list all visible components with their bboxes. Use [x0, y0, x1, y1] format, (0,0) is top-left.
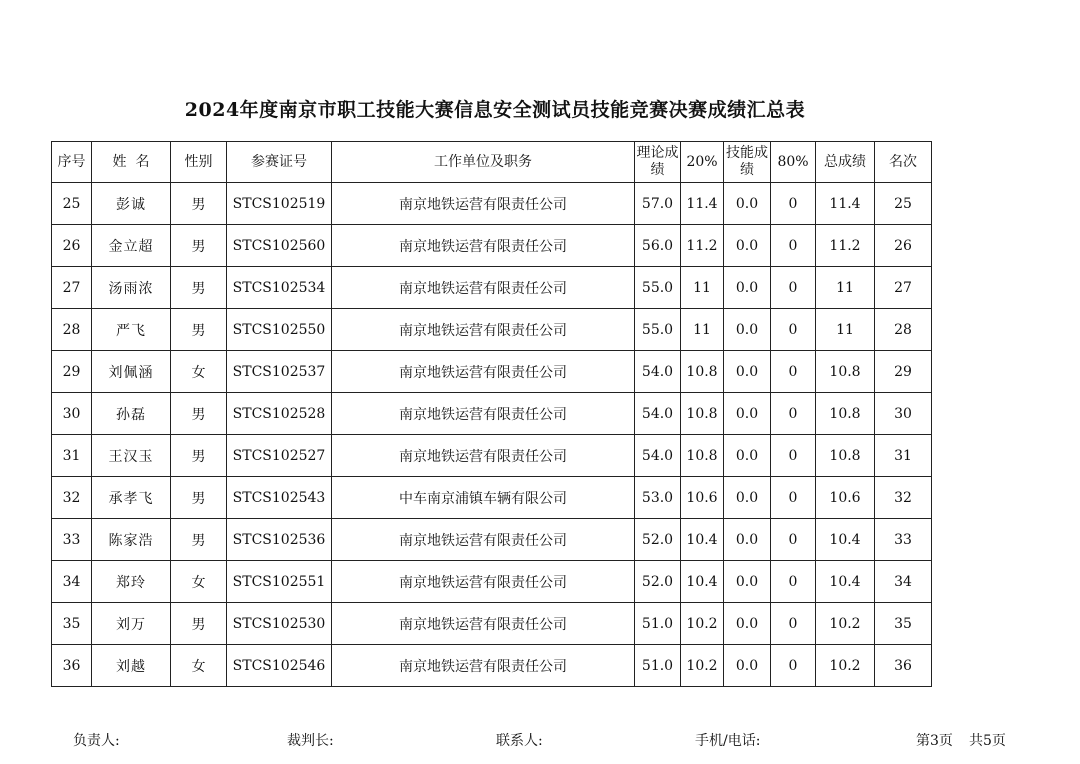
cell-gender: 男: [171, 267, 227, 309]
phone-label: 手机/电话:: [695, 733, 761, 749]
cell-total: 10.2: [816, 603, 875, 645]
cell-total: 10.4: [816, 561, 875, 603]
cell-seq: 35: [52, 603, 92, 645]
cell-seq: 28: [52, 309, 92, 351]
cell-org: 南京地铁运营有限责任公司: [332, 351, 635, 393]
table-row: [52, 519, 932, 561]
cell-cert: STCS102537: [227, 351, 332, 393]
cell-gender: 男: [171, 225, 227, 267]
cell-theory: 56.0: [635, 225, 681, 267]
cell-rank: 36: [875, 645, 932, 687]
cell-org: 中车南京浦镇车辆有限公司: [332, 477, 635, 519]
cell-gender: 男: [171, 603, 227, 645]
contact-label: 联系人:: [496, 733, 543, 749]
cell-gender: 男: [171, 477, 227, 519]
cell-total: 11.4: [816, 183, 875, 225]
total-pages: 共5页: [969, 733, 1006, 749]
cell-gender: 男: [171, 519, 227, 561]
header-seq: 序号: [52, 142, 92, 183]
cell-name: 陈家浩: [92, 519, 171, 561]
table-row: [52, 435, 932, 477]
cell-pct80: 0: [771, 225, 816, 267]
cell-cert: STCS102536: [227, 519, 332, 561]
header-skill: 技能成绩: [724, 142, 771, 183]
cell-name: 郑玲: [92, 561, 171, 603]
cell-pct80: 0: [771, 435, 816, 477]
cell-cert: STCS102546: [227, 645, 332, 687]
cell-pct20: 11.4: [681, 183, 724, 225]
cell-seq: 27: [52, 267, 92, 309]
cell-rank: 25: [875, 183, 932, 225]
cell-pct80: 0: [771, 519, 816, 561]
cell-seq: 32: [52, 477, 92, 519]
cell-theory: 51.0: [635, 603, 681, 645]
cell-total: 10.2: [816, 645, 875, 687]
cell-seq: 36: [52, 645, 92, 687]
cell-name: 孙磊: [92, 393, 171, 435]
cell-seq: 31: [52, 435, 92, 477]
cell-gender: 男: [171, 393, 227, 435]
cell-skill: 0.0: [724, 393, 771, 435]
cell-total: 11: [816, 309, 875, 351]
table-row: [52, 225, 932, 267]
cell-total: 10.8: [816, 435, 875, 477]
cell-skill: 0.0: [724, 603, 771, 645]
cell-rank: 27: [875, 267, 932, 309]
header-total: 总成绩: [816, 142, 875, 183]
table-row: [52, 183, 932, 225]
cell-pct20: 10.8: [681, 435, 724, 477]
header-pct80: 80%: [771, 142, 816, 183]
cell-name: 刘万: [92, 603, 171, 645]
cell-cert: STCS102560: [227, 225, 332, 267]
cell-skill: 0.0: [724, 183, 771, 225]
score-table: [51, 141, 932, 687]
cell-pct20: 10.8: [681, 393, 724, 435]
cell-theory: 54.0: [635, 435, 681, 477]
page-number: 第3页: [916, 733, 953, 749]
cell-pct20: 11.2: [681, 225, 724, 267]
cell-cert: STCS102530: [227, 603, 332, 645]
table-body: [52, 183, 932, 687]
cell-name: 严飞: [92, 309, 171, 351]
cell-pct80: 0: [771, 393, 816, 435]
table-row: [52, 603, 932, 645]
responsible-label: 负责人:: [73, 733, 120, 749]
cell-theory: 54.0: [635, 351, 681, 393]
cell-rank: 28: [875, 309, 932, 351]
cell-rank: 33: [875, 519, 932, 561]
cell-skill: 0.0: [724, 351, 771, 393]
cell-name: 汤雨浓: [92, 267, 171, 309]
cell-pct20: 10.6: [681, 477, 724, 519]
table-header-row: [52, 142, 932, 183]
cell-rank: 32: [875, 477, 932, 519]
page-title: 2024年度南京市职工技能大赛信息安全测试员技能竞赛决赛成绩汇总表: [184, 99, 806, 121]
cell-name: 彭诚: [92, 183, 171, 225]
cell-pct80: 0: [771, 477, 816, 519]
chief-judge-label: 裁判长:: [287, 733, 334, 749]
cell-rank: 30: [875, 393, 932, 435]
cell-total: 11: [816, 267, 875, 309]
cell-rank: 29: [875, 351, 932, 393]
cell-name: 金立超: [92, 225, 171, 267]
cell-theory: 57.0: [635, 183, 681, 225]
cell-pct20: 10.4: [681, 561, 724, 603]
table-row: [52, 477, 932, 519]
cell-name: 承孝飞: [92, 477, 171, 519]
header-org: 工作单位及职务: [332, 142, 635, 183]
cell-name: 王汉玉: [92, 435, 171, 477]
cell-gender: 男: [171, 435, 227, 477]
cell-skill: 0.0: [724, 435, 771, 477]
cell-skill: 0.0: [724, 519, 771, 561]
cell-gender: 女: [171, 645, 227, 687]
cell-pct80: 0: [771, 603, 816, 645]
cell-theory: 54.0: [635, 393, 681, 435]
cell-skill: 0.0: [724, 645, 771, 687]
cell-total: 10.8: [816, 393, 875, 435]
cell-total: 10.8: [816, 351, 875, 393]
cell-pct20: 10.4: [681, 519, 724, 561]
cell-gender: 女: [171, 561, 227, 603]
cell-org: 南京地铁运营有限责任公司: [332, 561, 635, 603]
cell-rank: 31: [875, 435, 932, 477]
cell-skill: 0.0: [724, 477, 771, 519]
header-theory: 理论成绩: [635, 142, 681, 183]
cell-org: 南京地铁运营有限责任公司: [332, 393, 635, 435]
cell-cert: STCS102527: [227, 435, 332, 477]
cell-seq: 33: [52, 519, 92, 561]
cell-skill: 0.0: [724, 225, 771, 267]
header-gender: 性别: [171, 142, 227, 183]
cell-skill: 0.0: [724, 561, 771, 603]
cell-pct80: 0: [771, 351, 816, 393]
cell-org: 南京地铁运营有限责任公司: [332, 519, 635, 561]
cell-seq: 26: [52, 225, 92, 267]
cell-seq: 34: [52, 561, 92, 603]
header-rank: 名次: [875, 142, 932, 183]
cell-rank: 34: [875, 561, 932, 603]
cell-seq: 29: [52, 351, 92, 393]
signature-footer: [0, 730, 1080, 752]
cell-org: 南京地铁运营有限责任公司: [332, 435, 635, 477]
cell-pct80: 0: [771, 267, 816, 309]
cell-skill: 0.0: [724, 267, 771, 309]
cell-org: 南京地铁运营有限责任公司: [332, 183, 635, 225]
header-name: 姓 名: [92, 142, 171, 183]
cell-theory: 52.0: [635, 561, 681, 603]
cell-theory: 52.0: [635, 519, 681, 561]
table-row: [52, 393, 932, 435]
cell-theory: 55.0: [635, 309, 681, 351]
table-row: [52, 267, 932, 309]
cell-seq: 25: [52, 183, 92, 225]
cell-cert: STCS102534: [227, 267, 332, 309]
cell-total: 10.6: [816, 477, 875, 519]
header-pct20: 20%: [681, 142, 724, 183]
cell-cert: STCS102528: [227, 393, 332, 435]
cell-pct20: 11: [681, 267, 724, 309]
cell-theory: 51.0: [635, 645, 681, 687]
cell-org: 南京地铁运营有限责任公司: [332, 645, 635, 687]
cell-cert: STCS102551: [227, 561, 332, 603]
table-row: [52, 645, 932, 687]
cell-cert: STCS102543: [227, 477, 332, 519]
cell-org: 南京地铁运营有限责任公司: [332, 309, 635, 351]
cell-skill: 0.0: [724, 309, 771, 351]
cell-org: 南京地铁运营有限责任公司: [332, 267, 635, 309]
cell-cert: STCS102550: [227, 309, 332, 351]
cell-org: 南京地铁运营有限责任公司: [332, 603, 635, 645]
header-cert: 参赛证号: [227, 142, 332, 183]
cell-gender: 女: [171, 351, 227, 393]
table-row: [52, 309, 932, 351]
cell-pct80: 0: [771, 645, 816, 687]
cell-rank: 35: [875, 603, 932, 645]
cell-theory: 55.0: [635, 267, 681, 309]
cell-rank: 26: [875, 225, 932, 267]
cell-pct20: 10.8: [681, 351, 724, 393]
cell-pct20: 10.2: [681, 603, 724, 645]
cell-total: 11.2: [816, 225, 875, 267]
cell-pct20: 10.2: [681, 645, 724, 687]
cell-seq: 30: [52, 393, 92, 435]
cell-cert: STCS102519: [227, 183, 332, 225]
cell-org: 南京地铁运营有限责任公司: [332, 225, 635, 267]
cell-name: 刘佩涵: [92, 351, 171, 393]
cell-pct80: 0: [771, 561, 816, 603]
cell-gender: 男: [171, 183, 227, 225]
cell-pct80: 0: [771, 309, 816, 351]
cell-name: 刘越: [92, 645, 171, 687]
cell-total: 10.4: [816, 519, 875, 561]
cell-theory: 53.0: [635, 477, 681, 519]
table-row: [52, 561, 932, 603]
cell-pct20: 11: [681, 309, 724, 351]
cell-gender: 男: [171, 309, 227, 351]
table-row: [52, 351, 932, 393]
cell-pct80: 0: [771, 183, 816, 225]
